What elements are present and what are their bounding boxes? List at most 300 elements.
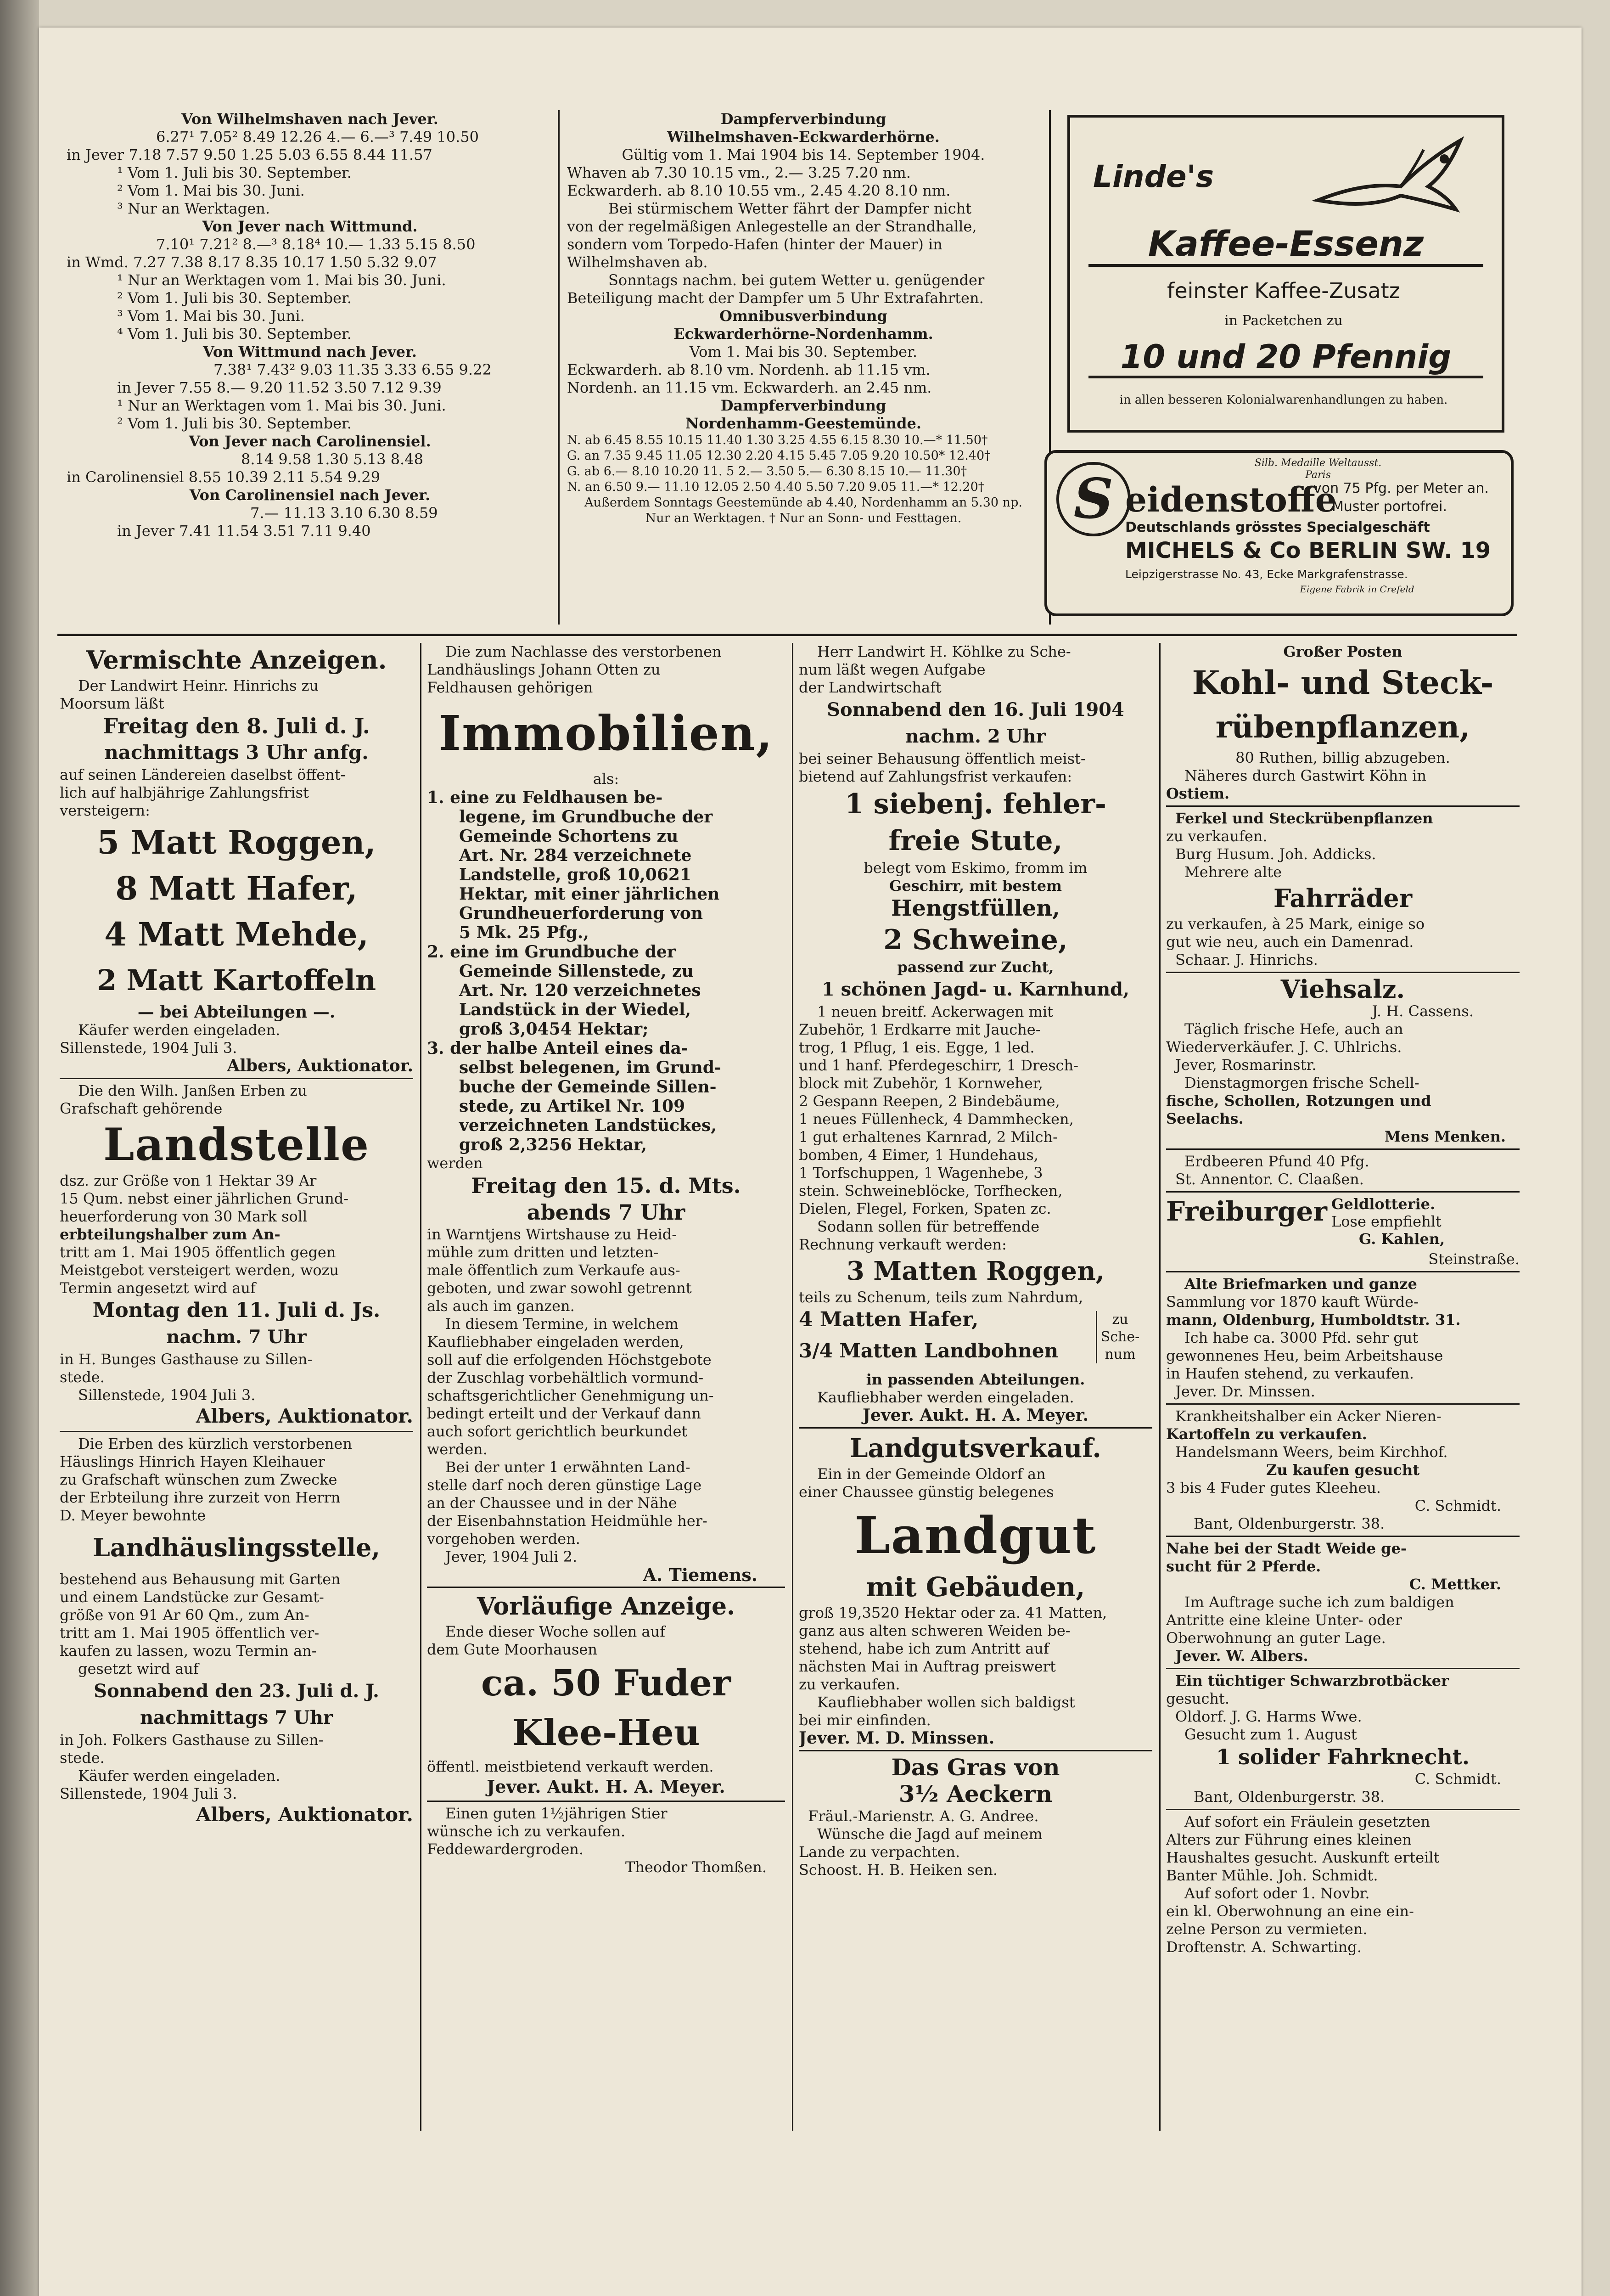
text-line: Burg Husum. Joh. Addicks. (1175, 845, 1376, 863)
ferry2-row: G. an 7.35 9.45 11.05 12.30 2.20 4.15 5.45 7.05 9.20 10.50* 12.40† (567, 449, 991, 463)
timetable-heading: Von Jever nach Carolinensiel. (189, 433, 431, 450)
text-line: Oldorf. J. G. Harms Wwe. (1175, 1708, 1362, 1725)
text-line: bietend auf Zahlungsfrist verkaufen: (799, 768, 1072, 785)
text-line: Großer Posten (1283, 643, 1402, 660)
headline-fahrknecht: 1 solider Fahrknecht. (1216, 1745, 1470, 1769)
text-line: der Landwirtschaft (799, 679, 942, 696)
headline-aecker: 3½ Aeckern (898, 1780, 1053, 1807)
text-line: Jever, 1904 Juli 2. (445, 1548, 578, 1565)
text-line: Auf sofort oder 1. Novbr. (1184, 1885, 1370, 1902)
text-line: passend zur Zucht, (897, 958, 1054, 976)
text-line: Krankheitshalber ein Acker Nieren- (1175, 1407, 1442, 1425)
ferry2-heading: Dampferverbindung (720, 397, 886, 414)
text-line: größe von 91 Ar 60 Qm., zum An- (60, 1606, 309, 1624)
item-line: Hektar, mit einer jährlichen (459, 884, 720, 904)
linde-ad (1067, 115, 1504, 433)
timetable-row: in Wmd. 7.27 7.38 8.17 8.35 10.17 1.50 5.32 9.07 (67, 253, 437, 271)
headline-landstelle: Landstelle (103, 1119, 370, 1171)
item-line: Grundheuerforderung von (459, 904, 703, 923)
separator (799, 1750, 1152, 1751)
text-line: gesetzt wird auf (78, 1660, 199, 1677)
text-line: Käufer werden eingeladen. (78, 1767, 280, 1784)
text-line: gesucht. (1166, 1690, 1230, 1707)
text-line: werden (427, 1154, 483, 1172)
signature: Jever. Aukt. H. A. Meyer. (487, 1776, 725, 1797)
text-line: Kartoffeln zu verkaufen. (1166, 1425, 1367, 1443)
headline-fahrraeder: Fahrräder (1273, 884, 1413, 913)
text-line: ein kl. Oberwohnung an eine ein- (1166, 1902, 1414, 1920)
separator (1166, 1148, 1520, 1150)
text-line: geboten, und zwar sowohl getrennt (427, 1279, 692, 1297)
text-line: 1 Torfschuppen, 1 Wagenhebe, 3 (799, 1164, 1043, 1182)
separator (1166, 805, 1520, 807)
text-line: der Zuschlag vorbehältlich vormund- (427, 1369, 704, 1386)
text-line: Banter Mühle. Joh. Schmidt. (1166, 1867, 1378, 1884)
bus-heading: Omnibusverbindung (719, 307, 887, 325)
timetable-row: in Jever 7.18 7.57 9.50 1.25 5.03 6.55 8.44 11.57 (67, 146, 432, 163)
bus-heading: Eckwarderhörne-Nordenhamm. (673, 325, 933, 343)
text-line: stede. (60, 1749, 105, 1767)
auction-date: Sonnabend den 23. Juli d. J. (94, 1680, 379, 1702)
timetable-heading: Von Wittmund nach Jever. (202, 343, 417, 360)
text-line: Sammlung vor 1870 kauft Würde- (1166, 1293, 1419, 1311)
item-hafer: 4 Matten Hafer, (799, 1308, 979, 1331)
ferry-note: von der regelmäßigen Anlegestelle an der Strandhalle, (567, 218, 977, 235)
text-line: stede. (60, 1368, 105, 1386)
text-line: Die zum Nachlasse des verstorbenen (445, 643, 722, 660)
item-hengst: Hengstfüllen, (891, 895, 1060, 921)
text-line: tritt am 1. Mai 1905 öffentlich gegen (60, 1244, 336, 1261)
text-line: Droftenstr. A. Schwarting. (1166, 1938, 1362, 1956)
text-line: Ein tüchtiger Schwarzbrotbäcker (1175, 1672, 1449, 1689)
text-line: Wünsche die Jagd auf meinem (817, 1825, 1043, 1843)
text-line: Sodann sollen für betreffende (817, 1218, 1040, 1235)
text-line: in H. Bunges Gasthause zu Sillen- (60, 1351, 313, 1368)
seide-medal: Silb. Medaille Weltausst. Paris (1254, 457, 1382, 481)
text-line: erbteilungshalber zum An- (60, 1226, 280, 1243)
bus-row: Nordenh. an 11.15 vm. Eckwarderh. an 2.45 nm. (567, 379, 932, 396)
text-line: Ich habe ca. 3000 Pfd. sehr gut (1184, 1329, 1419, 1346)
text-line: öffentl. meistbietend verkauft werden. (427, 1758, 714, 1775)
text-line: groß 19,3520 Hektar oder za. 41 Matten, (799, 1604, 1107, 1621)
ferry-note: sondern vom Torpedo-Hafen (hinter der Mauer) in (567, 236, 942, 253)
headline-landgut: Landgut (854, 1506, 1097, 1565)
text-line: der Erbteilung ihre zurzeit von Herrn (60, 1489, 341, 1506)
seide-price1: von 75 Pfg. per Meter an. (1313, 480, 1489, 496)
text-line: male öffentlich zum Verkaufe aus- (427, 1261, 680, 1279)
item-line: groß 3,0454 Hektar; (459, 1019, 649, 1039)
auction-time: nachm. 7 Uhr (166, 1326, 307, 1348)
separator (799, 1427, 1152, 1429)
timetable-row: 7.38¹ 7.43² 9.03 11.35 3.33 6.55 9.22 (213, 361, 492, 378)
timetable-note: ⁴ Vom 1. Juli bis 30. September. (117, 325, 352, 343)
item-big: 5 Matt Roggen, (97, 823, 376, 861)
timetable-heading: Von Jever nach Wittmund. (202, 218, 418, 235)
text-line: Die Erben des kürzlich verstorbenen (78, 1435, 352, 1452)
text-line: Kaufliebhaber eingeladen werden, (427, 1333, 684, 1351)
signature: A. Tiemens. (643, 1566, 757, 1584)
text-line: Sillenstede, 1904 Juli 3. (78, 1386, 256, 1404)
ferry-note: Beteiligung macht der Dampfer um 5 Uhr Extrafahrten. (567, 289, 984, 307)
signature: Albers, Auktionator. (196, 1803, 413, 1826)
ferry-heading: Wilhelmshaven-Eckwarderhörne. (667, 128, 940, 146)
text-line: sucht für 2 Pferde. (1166, 1558, 1321, 1575)
headline-klee-heu: Klee-Heu (512, 1712, 700, 1754)
text-line: num läßt wegen Aufgabe (799, 661, 986, 678)
headline-vorlaeufige-anzeige: Vorläufige Anzeige. (477, 1593, 735, 1621)
bird-icon (1309, 131, 1465, 219)
text-line: — bei Abteilungen —. (137, 1003, 336, 1021)
ferry-row: Eckwarderh. ab 8.10 10.55 vm., 2.45 4.20 8.10 nm. (567, 182, 951, 199)
text-line: an der Chaussee und in der Nähe (427, 1494, 677, 1512)
timetable-row: in Carolinensiel 8.55 10.39 2.11 5.54 9.29 (67, 468, 381, 486)
text-line: St. Annentor. C. Claaßen. (1175, 1171, 1364, 1188)
item-stute: freie Stute, (888, 825, 1063, 857)
ferry2-note: Außerdem Sonntags Geestemünde ab 4.40, Nordenhamm an 5.30 np. (584, 495, 1022, 510)
column-3 (799, 643, 1152, 2158)
text-line: Schoost. H. B. Heiken sen. (799, 1861, 998, 1879)
text-line: Kaufliebhaber werden eingeladen. (817, 1389, 1074, 1406)
text-line: und einem Landstücke zur Gesamt- (60, 1588, 324, 1606)
text-line: Täglich frische Hefe, auch an (1184, 1020, 1403, 1038)
hafer-group (799, 1306, 1152, 1371)
text-line: auf seinen Ländereien daselbst öffent- (60, 766, 346, 783)
timetable-row: in Jever 7.41 11.54 3.51 7.11 9.40 (117, 522, 371, 540)
lotterie-title: Geldlotterie. (1331, 1195, 1436, 1213)
column-4 (1166, 643, 1520, 2158)
headline-gebaeude: mit Gebäuden, (866, 1571, 1085, 1603)
item-hund: 1 schönen Jagd- u. Karnhund, (821, 979, 1130, 1000)
item-line: Landstück in der Wiedel, (459, 1000, 691, 1019)
text-line: 80 Ruthen, billig abzugeben. (1235, 749, 1450, 766)
auction-date: Montag den 11. Juli d. Js. (92, 1299, 381, 1322)
text-line: Ende dieser Woche sollen auf (445, 1623, 666, 1640)
item-line: verzeichneten Landstückes, (459, 1116, 717, 1135)
signature: Albers, Auktionator. (196, 1405, 413, 1427)
headline-viehsalz: Viehsalz. (1280, 974, 1405, 1004)
text-line: schaftsgerichtlicher Genehmigung un- (427, 1387, 714, 1404)
text-line: 2 Gespann Reepen, 2 Bindebäume, (799, 1092, 1060, 1110)
text-line: Ostiem. (1166, 785, 1230, 802)
item-line: Art. Nr. 120 verzeichnetes (459, 981, 701, 1000)
text-line: Feldhausen gehörigen (427, 679, 593, 696)
text-line: J. H. Cassens. (1372, 1002, 1474, 1020)
column-1 (60, 643, 413, 2158)
column-2 (427, 643, 785, 2158)
text-line: bei seiner Behausung öffentlich meist- (799, 750, 1086, 767)
text-line: Käufer werden eingeladen. (78, 1021, 280, 1039)
item-stute: 1 siebenj. fehler- (845, 788, 1106, 820)
ferry2-row: N. ab 6.45 8.55 10.15 11.40 1.30 3.25 4.55 6.15 8.30 10.—* 11.50† (567, 433, 988, 447)
linde-sub: feinster Kaffee-Zusatz (1167, 278, 1400, 303)
text-line: block mit Zubehör, 1 Kornweher, (799, 1075, 1043, 1092)
text-line: dem Gute Moorhausen (427, 1641, 597, 1658)
text-line: versteigern: (60, 802, 150, 819)
text-line: 1 neuen breitf. Ackerwagen mit (817, 1003, 1054, 1020)
ferry-validity: Gültig vom 1. Mai 1904 bis 14. September 1904. (622, 146, 985, 163)
auction-date: Sonnabend den 16. Juli 1904 (827, 699, 1124, 720)
text-line: Herr Landwirt H. Köhlke zu Sche- (817, 643, 1071, 660)
linde-sold: in allen besseren Kolonialwarenhandlungen zu haben. (1119, 393, 1448, 407)
text-line: Geschirr, mit bestem (889, 877, 1062, 895)
text-line: Rechnung verkauft werden: (799, 1236, 1007, 1253)
signature: Albers, Auktionator. (227, 1057, 413, 1075)
linde-brand: Linde's (1093, 159, 1214, 194)
text-line: Sillenstede, 1904 Juli 3. (60, 1785, 237, 1802)
text-line: gut wie neu, auch ein Damenrad. (1166, 933, 1414, 951)
separator (1166, 1536, 1520, 1537)
item-line: Art. Nr. 284 verzeichnete (459, 846, 692, 865)
text-line: stelle darf noch deren günstige Lage (427, 1476, 702, 1494)
text-line: Kaufliebhaber wollen sich baldigst (817, 1694, 1075, 1711)
timetable-heading: Von Carolinensiel nach Jever. (189, 486, 431, 504)
separator (1166, 1191, 1520, 1193)
text-line: Ferkel und Steckrübenpflanzen (1175, 810, 1433, 827)
auction-time: abends 7 Uhr (527, 1200, 685, 1225)
timetable-note: ³ Vom 1. Mai bis 30. Juni. (117, 307, 305, 325)
item-big: 2 Matt Kartoffeln (96, 963, 376, 997)
seide-firm: MICHELS & Co BERLIN SW. 19 (1125, 538, 1491, 563)
text-line: zu verkaufen. (1166, 827, 1268, 845)
text-line: wünsche ich zu verkaufen. (427, 1823, 626, 1840)
text-line: 1 neues Füllenheck, 4 Dammhecken, (799, 1110, 1074, 1128)
text-line: fische, Schollen, Rotzungen und (1166, 1092, 1431, 1109)
timetable-row: 7.10¹ 7.21² 8.—³ 8.18⁴ 10.— 1.33 5.15 8.50 (156, 236, 476, 253)
text-line: Die den Wilh. Janßen Erben zu (78, 1082, 307, 1099)
text-line: bei mir einfinden. (799, 1711, 931, 1729)
headline-landhaeuslingsstelle: Landhäuslingsstelle, (92, 1533, 381, 1562)
text-line: Im Auftrage suche ich zum baldigen (1184, 1593, 1454, 1611)
text-line: Oberwohnung an guter Lage. (1166, 1629, 1386, 1647)
text-line: Dienstagmorgen frische Schell- (1184, 1074, 1419, 1092)
text-line: Handelsmann Weers, beim Kirchhof. (1175, 1443, 1448, 1461)
text-line: Auf sofort ein Fräulein gesetzten (1184, 1813, 1430, 1830)
text-line: Der Landwirt Heinr. Hinrichs zu (78, 677, 319, 694)
text-line: zu verkaufen, à 25 Mark, einige so (1166, 915, 1425, 933)
timetable-row: in Jever 7.55 8.— 9.20 11.52 3.50 7.12 9.39 (117, 379, 442, 396)
signature: Jever. M. D. Minssen. (799, 1729, 995, 1747)
auction-date: Freitag den 15. d. Mts. (471, 1173, 741, 1198)
text-line: Sillenstede, 1904 Juli 3. (60, 1039, 237, 1057)
timetable-row: 6.27¹ 7.05² 8.49 12.26 4.— 6.—³ 7.49 10.50 (156, 128, 479, 146)
text-line: Landhäuslings Johann Otten zu (427, 661, 661, 678)
section-rule (57, 634, 1517, 636)
text-line: als: (593, 770, 619, 788)
text-line: gewonnenes Heu, beim Arbeitshause (1166, 1347, 1443, 1364)
text-line: auch sofort gerichtlich beurkundet (427, 1423, 688, 1440)
text-line: als auch im ganzen. (427, 1297, 575, 1315)
lotterie-seller: G. Kahlen, (1359, 1230, 1445, 1248)
text-line: Antritte eine kleine Unter- oder (1166, 1611, 1402, 1629)
text-line: bestehend aus Behausung mit Garten (60, 1570, 341, 1588)
item-line: Gemeinde Schortens zu (459, 827, 679, 846)
linde-price: 10 und 20 Pfennig (1088, 338, 1483, 378)
text-line: Bant, Oldenburgerstr. 38. (1194, 1788, 1385, 1806)
text-line: einer Chaussee günstig belegenes (799, 1483, 1054, 1501)
text-line: in Haufen stehend, zu verkaufen. (1166, 1365, 1414, 1382)
text-line: Nahe bei der Stadt Weide ge- (1166, 1540, 1407, 1557)
seidenstoffe-ad (1044, 450, 1514, 616)
timetable-note: ² Vom 1. Juli bis 30. September. (117, 289, 352, 307)
text-line: mann, Oldenburg, Humboldtstr. 31. (1166, 1311, 1461, 1328)
separator (60, 1431, 413, 1432)
text-line: vorgehoben werden. (427, 1530, 580, 1548)
ferry-note: Sonntags nachm. bei gutem Wetter u. genügender (608, 271, 985, 289)
text-line: D. Meyer bewohnte (60, 1507, 206, 1524)
text-line: Schaar. J. Hinrichs. (1175, 951, 1318, 968)
text-line: bomben, 4 Eimer, 1 Hundehaus, (799, 1146, 1038, 1164)
ferry2-note: Nur an Werktagen. † Nur an Sonn- und Festtagen. (645, 511, 962, 525)
headline-gras: Das Gras von (891, 1754, 1060, 1781)
text-line: Feddewardergroden. (427, 1840, 584, 1858)
timetable-row: 7.— 11.13 3.10 6.30 8.59 (250, 504, 438, 522)
text-line: stein. Schweineblöcke, Torfhecken, (799, 1182, 1063, 1199)
item-line: stede, zu Artikel Nr. 109 (459, 1097, 685, 1116)
text-line: Termin angesetzt wird auf (60, 1279, 256, 1297)
timetable-note: ¹ Vom 1. Juli bis 30. September. (117, 164, 352, 181)
text-line: Zu kaufen gesucht (1266, 1461, 1419, 1479)
headline-landgutsverkauf: Landgutsverkauf. (850, 1433, 1101, 1463)
auction-time: nachmittags 3 Uhr anfg. (104, 741, 369, 764)
separator (1166, 1403, 1520, 1405)
headline-fuder: ca. 50 Fuder (481, 1662, 731, 1704)
text-line: Ein in der Gemeinde Oldorf an (817, 1465, 1046, 1483)
text-line: und 1 hanf. Pferdegeschirr, 1 Dresch- (799, 1057, 1078, 1074)
text-line: Jever. Dr. Minssen. (1175, 1383, 1315, 1400)
text-line: in Warntjens Wirtshause zu Heid- (427, 1226, 677, 1243)
seide-addr: Leipzigerstrasse No. 43, Ecke Markgrafenstrasse. (1125, 568, 1408, 581)
timetable-left (67, 110, 553, 629)
ferry-row: Whaven ab 7.30 10.15 vm., 2.— 3.25 7.20 nm. (567, 164, 911, 181)
text-line: Gesucht zum 1. August (1184, 1726, 1357, 1743)
separator (1166, 972, 1520, 973)
text-line: werden. (427, 1441, 488, 1458)
item-line: buche der Gemeinde Sillen- (459, 1077, 717, 1097)
item-big: 4 Matt Mehde, (104, 915, 369, 953)
text-line: in Joh. Folkers Gasthause zu Sillen- (60, 1731, 324, 1749)
newspaper-page (39, 28, 1582, 2296)
timetable-note: ³ Nur an Werktagen. (117, 200, 270, 217)
seide-word: eidenstoffe (1125, 480, 1337, 520)
text-line: In diesem Termine, in welchem (445, 1315, 679, 1333)
lotterie-ad (1166, 1195, 1520, 1250)
text-line: Meistgebot versteigert werden, wozu (60, 1261, 339, 1279)
timetable-note: ² Vom 1. Mai bis 30. Juni. (117, 182, 305, 199)
column-rule (420, 643, 421, 2131)
text-line: Wiederverkäufer. J. C. Uhlrichs. (1166, 1038, 1402, 1056)
text-line: heuerforderung von 30 Mark soll (60, 1208, 308, 1225)
text-line: Lande zu verpachten. (799, 1843, 960, 1861)
text-line: teils zu Schenum, teils zum Nahrdum, (799, 1289, 1083, 1306)
text-line: soll auf die erfolgenden Höchstgebote (427, 1351, 712, 1368)
column-rule (792, 643, 793, 2131)
item-line: selbst belegenen, im Grund- (459, 1058, 721, 1077)
item-line: legene, im Grundbuche der (459, 807, 713, 827)
text-line: zu Grafschaft wünschen zum Zwecke (60, 1471, 337, 1488)
text-line: kaufen zu lassen, wozu Termin an- (60, 1642, 317, 1660)
separator (1166, 1809, 1520, 1810)
text-line: Seelachs. (1166, 1110, 1244, 1127)
lotterie-text: Lose empfiehlt (1331, 1213, 1442, 1230)
signature: C. Schmidt. (1414, 1497, 1501, 1514)
ferry-note: Wilhelmshaven ab. (567, 253, 708, 271)
text-line: mühle zum dritten und letzten- (427, 1244, 659, 1261)
separator (427, 1587, 785, 1588)
text-line: bedingt erteilt und der Verkauf dann (427, 1405, 701, 1422)
text-line: der Eisenbahnstation Heidmühle her- (427, 1512, 707, 1530)
signature: Theodor Thomßen. (625, 1858, 767, 1876)
text-line: Häuslings Hinrich Hayen Kleihauer (60, 1453, 325, 1470)
text-line: Jever, Rosmarinstr. (1175, 1056, 1317, 1074)
ferry2-row: N. an 6.50 9.— 11.10 12.05 2.50 4.40 5.50 7.20 9.05 11.—* 12.20† (567, 480, 985, 494)
item-line: Landstelle, groß 10,0621 (459, 865, 691, 884)
text-line: Haushaltes gesucht. Auskunft erteilt (1166, 1849, 1440, 1866)
ferry2-heading: Nordenhamm-Geestemünde. (685, 415, 921, 432)
text-line: Erdbeeren Pfund 40 Pfg. (1184, 1153, 1369, 1170)
ferry2-row: G. ab 6.— 8.10 10.20 11. 5 2.— 3.50 5.— 6.30 8.15 10.— 11.30† (567, 464, 967, 478)
text-line: Näheres durch Gastwirt Köhn in (1184, 767, 1426, 784)
separator (427, 1801, 785, 1802)
text-line: belegt vom Eskimo, fromm im (864, 859, 1088, 877)
timetable-note: ¹ Nur an Werktagen vom 1. Mai bis 30. Juni. (117, 397, 446, 414)
text-line: tritt am 1. Mai 1905 öffentlich ver- (60, 1624, 320, 1642)
item-line: groß 2,3256 Hektar, (459, 1135, 647, 1154)
separator (1166, 1271, 1520, 1272)
seide-fab: Eigene Fabrik in Crefeld (1300, 584, 1414, 595)
linde-product: Kaffee-Essenz (1088, 223, 1483, 267)
bus-row: Eckwarderh. ab 8.10 vm. Nordenh. ab 11.15 vm. (567, 361, 931, 378)
timetable-heading: Von Wilhelmshaven nach Jever. (181, 110, 438, 128)
text-line: 15 Qum. nebst einer jährlichen Grund- (60, 1190, 349, 1207)
book-gutter (0, 0, 39, 2296)
text-line: trog, 1 Pflug, 1 eis. Egge, 1 led. (799, 1039, 1035, 1056)
item-line: 3. der halbe Anteil eines da- (427, 1039, 688, 1058)
text-line: Moorsum läßt (60, 695, 164, 712)
item-line: 5 Mk. 25 Pfg., (459, 923, 589, 942)
text-line: Alters zur Führung eines kleinen (1166, 1831, 1412, 1848)
text-line: 3 bis 4 Fuder gutes Kleeheu. (1166, 1479, 1381, 1497)
seide-price2: Muster portofrei. (1332, 499, 1447, 515)
signature: C. Schmidt. (1414, 1770, 1501, 1788)
headline-kohl: Kohl- und Steck- (1192, 664, 1494, 702)
auction-date: Freitag den 8. Juli d. J. (103, 714, 370, 738)
item-line: 1. eine zu Feldhausen be- (427, 788, 663, 807)
linde-pack: in Packetchen zu (1224, 313, 1343, 329)
text-line: dsz. zur Größe von 1 Hektar 39 Ar (60, 1172, 317, 1189)
timetable-middle (567, 110, 1040, 629)
text-line: Alte Briefmarken und ganze (1184, 1275, 1417, 1293)
headline-immobilien: Immobilien, (438, 705, 774, 761)
item-schweine: 2 Schweine, (883, 924, 1068, 956)
seide-letter: S (1056, 462, 1131, 536)
text-line: Einen guten 1½jährigen Stier (445, 1805, 668, 1822)
item-big: 8 Matt Hafer, (115, 869, 358, 907)
text-line: Fräul.-Marienstr. A. G. Andree. (808, 1807, 1039, 1825)
text-line: zu verkaufen. (799, 1676, 900, 1693)
item-roggen: 3 Matten Roggen, (846, 1256, 1105, 1286)
timetable-note: ¹ Nur an Werktagen vom 1. Mai bis 30. Juni. (117, 271, 446, 289)
text-line: Mehrere alte (1184, 863, 1282, 881)
column-rule (558, 110, 560, 625)
text-line: stehend, habe ich zum Antritt auf (799, 1640, 1049, 1657)
text-line: Steinstraße. (1428, 1250, 1520, 1268)
text-line: Bant, Oldenburgerstr. 38. (1194, 1515, 1385, 1532)
ferry-heading: Dampferverbindung (720, 110, 886, 128)
item-line: Gemeinde Sillenstede, zu (459, 962, 694, 981)
ferry-note: Bei stürmischem Wetter fährt der Dampfer nicht (608, 200, 972, 217)
bus-validity: Vom 1. Mai bis 30. September. (689, 343, 918, 360)
text-line: Grafschaft gehörende (60, 1100, 223, 1117)
